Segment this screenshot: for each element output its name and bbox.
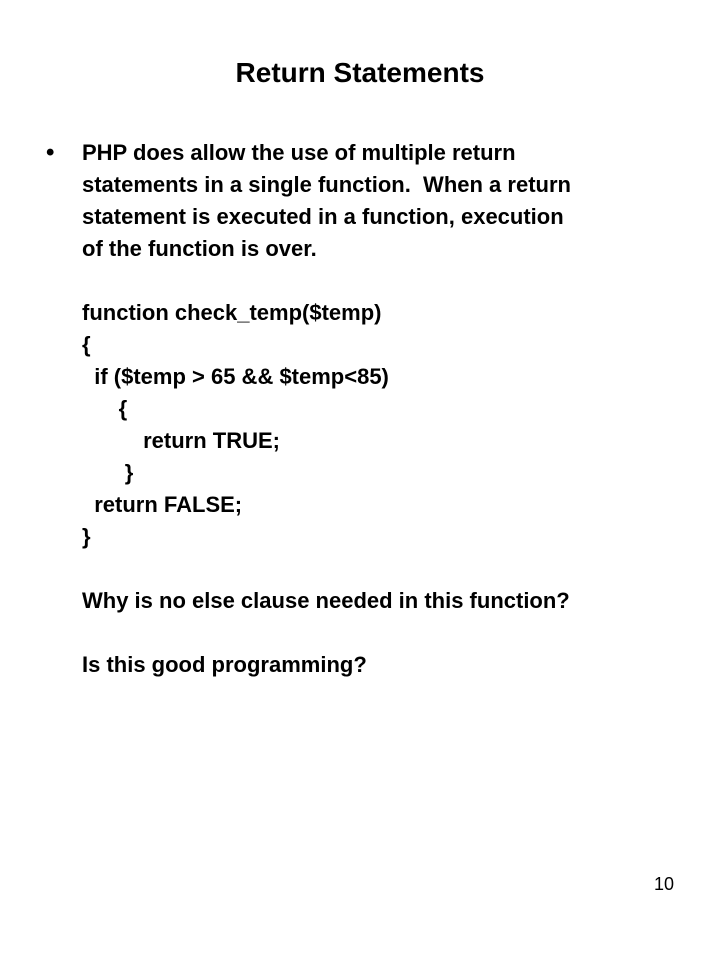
paragraph-line: statement is executed in a function, execution (82, 204, 564, 229)
page-number: 10 (653, 874, 674, 894)
code-line: } (82, 460, 134, 485)
code-line: return TRUE; (82, 428, 281, 453)
code-line: function check_temp($temp) (82, 300, 382, 325)
code-line: { (82, 396, 128, 421)
bullet-dot: • (46, 139, 55, 166)
spacer (82, 617, 702, 649)
slide-title: Return Statements (235, 57, 485, 88)
code-line: if ($temp > 65 && $temp<85) (82, 364, 389, 389)
spacer (82, 553, 702, 585)
code-line: { (82, 332, 91, 357)
paragraph-line: statements in a single function. When a return (82, 172, 571, 197)
question-else-clause: Why is no else clause needed in this function? (82, 588, 570, 613)
paragraph-line: PHP does allow the use of multiple return (82, 140, 516, 165)
spacer (82, 265, 702, 297)
code-line: return FALSE; (82, 492, 243, 517)
code-line: } (82, 524, 91, 549)
paragraph-line: of the function is over. (82, 236, 317, 261)
question-good-programming: Is this good programming? (82, 652, 367, 677)
bullet-content (82, 137, 702, 681)
